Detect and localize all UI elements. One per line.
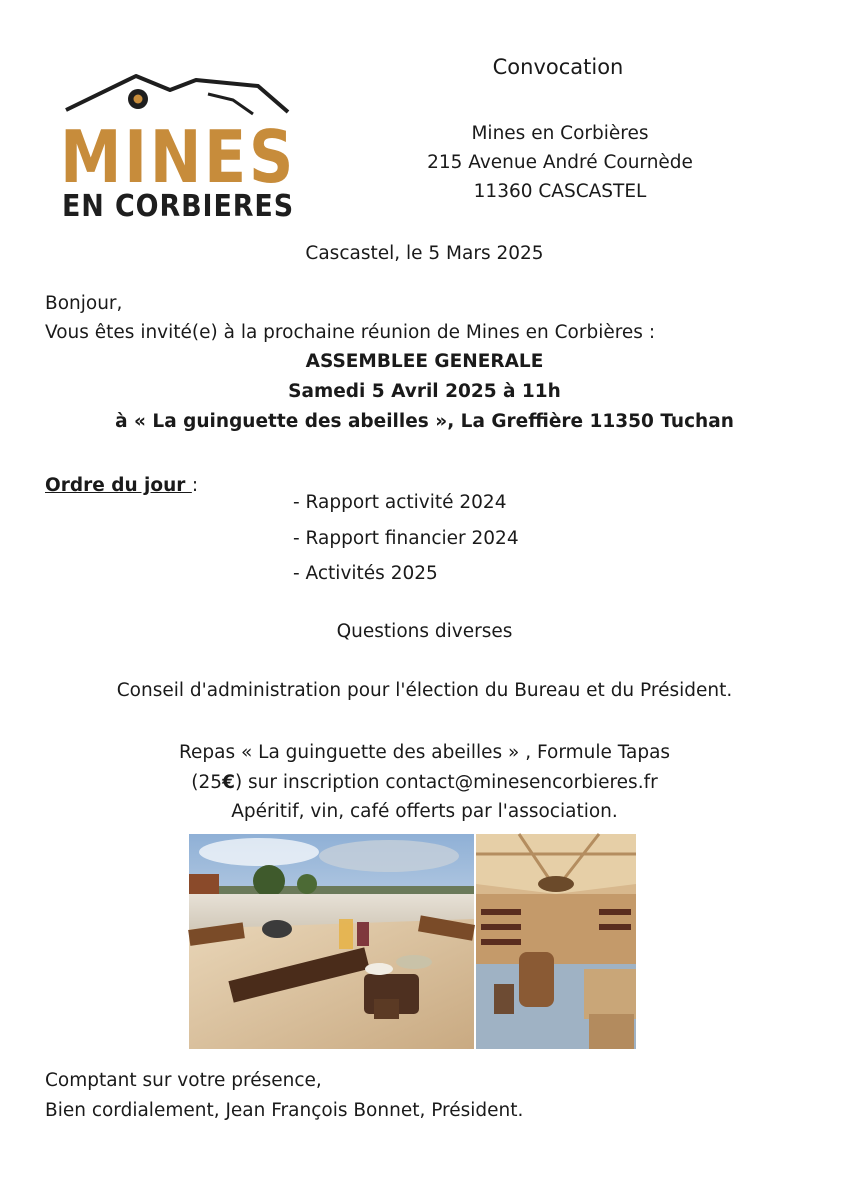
- meal-info: [0, 738, 849, 827]
- address-line-3: 11360 CASCASTEL: [473, 181, 647, 202]
- closing: [45, 1066, 523, 1125]
- logo-mountain-inner: [208, 94, 253, 114]
- council-note: Conseil d'administration pour l'élection du Bureau et du Président.: [116, 680, 733, 701]
- address-line-1: Mines en Corbières: [471, 123, 649, 144]
- euro-sign: €: [222, 771, 235, 793]
- event-place: à « La guinguette des abeilles », La Greffière 11350 Tuchan: [115, 411, 734, 432]
- guinguette-interior-photo: [476, 834, 636, 1049]
- invitation-text: Vous êtes invité(e) à la prochaine réunion de Mines en Corbières :: [45, 322, 656, 343]
- document-title: Convocation: [492, 55, 624, 79]
- agenda-item: - Rapport financier 2024: [293, 527, 519, 549]
- agenda-item: - Activités 2025: [293, 563, 438, 584]
- meal-price-open: (25: [191, 771, 223, 793]
- greeting: Bonjour,: [45, 293, 123, 314]
- logo-mountain-outline: [66, 76, 288, 112]
- event-title: ASSEMBLEE GENERALE: [305, 351, 544, 372]
- venue-photos: [189, 834, 636, 1049]
- agenda-heading: [45, 474, 198, 498]
- event-datetime: Samedi 5 Avril 2025 à 11h: [288, 381, 561, 402]
- sender-address: [400, 119, 720, 206]
- meal-line-3: Apéritif, vin, café offerts par l'association.: [231, 801, 618, 822]
- closing-line-1: Comptant sur votre présence,: [45, 1070, 322, 1091]
- logo-subtitle-text: EN CORBIERES: [62, 189, 294, 224]
- agenda-label: Ordre du jour: [45, 475, 192, 496]
- meal-registration: ) sur inscription contact@minesencorbieres.fr: [234, 771, 658, 793]
- logo-mines-text: MINES: [60, 115, 296, 199]
- mines-en-corbieres-logo: [58, 70, 303, 224]
- terrace-photo: [188, 834, 475, 1049]
- agenda-list: [293, 489, 519, 596]
- meal-line-2: [0, 768, 849, 798]
- meal-line-1: Repas « La guinguette des abeilles » , Formule Tapas: [178, 742, 671, 763]
- other-questions: Questions diverses: [336, 621, 513, 642]
- closing-signature: Bien cordialement, Jean François Bonnet, Président.: [45, 1099, 524, 1121]
- agenda-colon: :: [191, 475, 199, 496]
- date-line: Cascastel, le 5 Mars 2025: [305, 243, 544, 264]
- address-line-2: 215 Avenue André Cournède: [427, 152, 693, 173]
- agenda-item: - Rapport activité 2024: [293, 492, 507, 513]
